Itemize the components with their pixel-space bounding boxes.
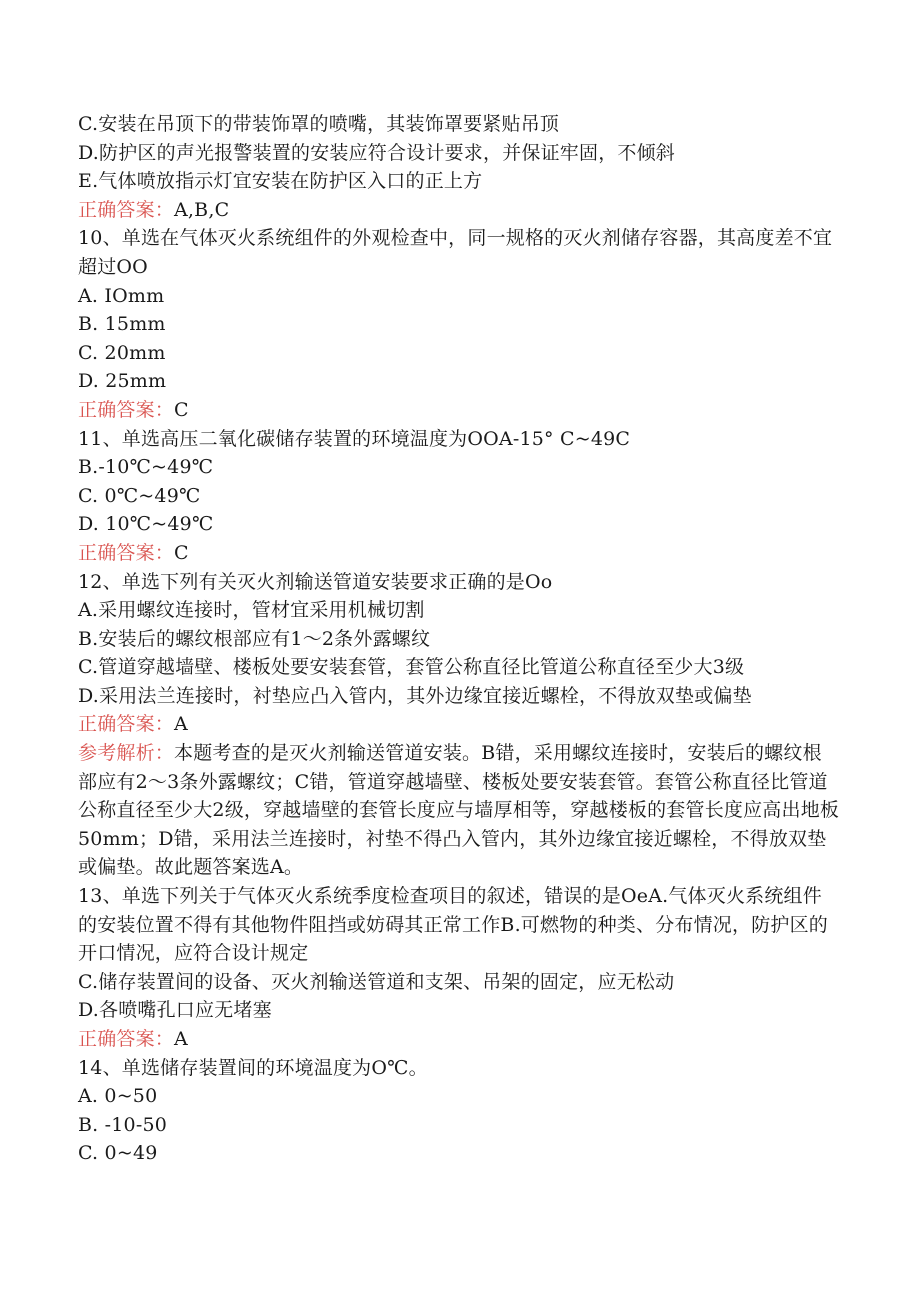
question-13-stem: 13、单选下列关于气体灭火系统季度检查项目的叙述，错误的是OeA.气体灭火系统组件的安装位置不得有其他物件阻挡或妨碍其正常工作B.可燃物的种类、分布情况，防护区的开口情况，应符合设计规定 — [78, 885, 829, 965]
analysis-text: 本题考查的是灭火剂输送管道安装。B错，采用螺纹连接时，安装后的螺纹根部应有2～3条外露螺纹；C错，管道穿越墙壁、楼板处要安装套管。套管公称直径比管道公称直径至少大2级，穿越墙壁的套管长度应与墙厚相等，穿越楼板的套管长度应高出地板50mm；D错，采用法兰连接时，衬垫不得凸入管内，其外边缘宜接近螺栓，不得放双垫或偏垫。故此题答案选A。 — [78, 742, 840, 879]
question-12-option-c: C.管道穿越墙壁、楼板处要安装套管，套管公称直径比管道公称直径至少大3级 — [78, 656, 745, 679]
question-10-stem: 10、单选在气体灭火系统组件的外观检查中，同一规格的灭火剂储存容器，其高度差不宜超过OO — [78, 227, 833, 278]
question-11-stem: 11、单选高压二氧化碳储存装置的环境温度为OOA-15° C~49C — [78, 427, 631, 450]
question-14-option-a: A. 0~50 — [78, 1085, 158, 1108]
question-13-option-c: C.储存装置间的设备、灭火剂输送管道和支架、吊架的固定，应无松动 — [78, 970, 675, 993]
question-14-stem: 14、单选储存装置间的环境温度为O℃。 — [78, 1056, 428, 1079]
document-page — [78, 110, 840, 1168]
question-11-option-d: D. 10℃~49℃ — [78, 513, 214, 536]
question-13-option-d: D.各喷嘴孔口应无堵塞 — [78, 999, 272, 1022]
option-d: D.防护区的声光报警装置的安装应符合设计要求，并保证牢固，不倾斜 — [78, 141, 675, 164]
option-c: C.安装在吊顶下的带装饰罩的喷嘴，其装饰罩要紧贴吊顶 — [78, 113, 560, 135]
answer-value: A — [174, 713, 188, 736]
question-12-answer — [78, 710, 840, 739]
question-11-option-c: C. 0℃~49℃ — [78, 484, 201, 507]
analysis-label: 参考解析： — [78, 742, 175, 765]
question-12-option-a: A.采用螺纹连接时，管材宜采用机械切割 — [78, 599, 425, 622]
question-12-option-b: B.安装后的螺纹根部应有1～2条外露螺纹 — [78, 627, 431, 650]
question-14-option-c: C. 0~49 — [78, 1142, 158, 1165]
question-14-option-b: B. -10-50 — [78, 1113, 168, 1136]
answer-value: C — [174, 398, 189, 421]
answer-value: C — [174, 541, 189, 564]
answer-line — [78, 196, 840, 225]
question-11-answer — [78, 539, 840, 568]
answer-label: 正确答案： — [78, 541, 175, 564]
answer-label: 正确答案： — [78, 198, 175, 221]
question-12-stem: 12、单选下列有关灭火剂输送管道安装要求正确的是Oo — [78, 570, 553, 593]
question-11-option-b: B.-10℃~49℃ — [78, 456, 214, 479]
answer-value: A — [174, 1028, 188, 1050]
question-12-option-d: D.采用法兰连接时，衬垫应凸入管内，其外边缘宜接近螺栓，不得放双垫或偏垫 — [78, 684, 752, 707]
option-e: E.气体喷放指示灯宜安装在防护区入口的正上方 — [78, 170, 483, 193]
answer-label: 正确答案： — [78, 1028, 175, 1050]
answer-label: 正确答案： — [78, 713, 175, 736]
question-10-option-c: C. 20mm — [78, 341, 166, 364]
question-10-option-a: A. IOmm — [78, 284, 165, 307]
question-10-answer — [78, 396, 840, 425]
question-12-analysis — [78, 739, 840, 882]
question-10-option-b: B. 15mm — [78, 313, 166, 336]
question-13-answer — [78, 1025, 840, 1054]
question-10-option-d: D. 25mm — [78, 370, 167, 393]
answer-value: A,B,C — [174, 198, 230, 221]
answer-label: 正确答案： — [78, 398, 175, 421]
